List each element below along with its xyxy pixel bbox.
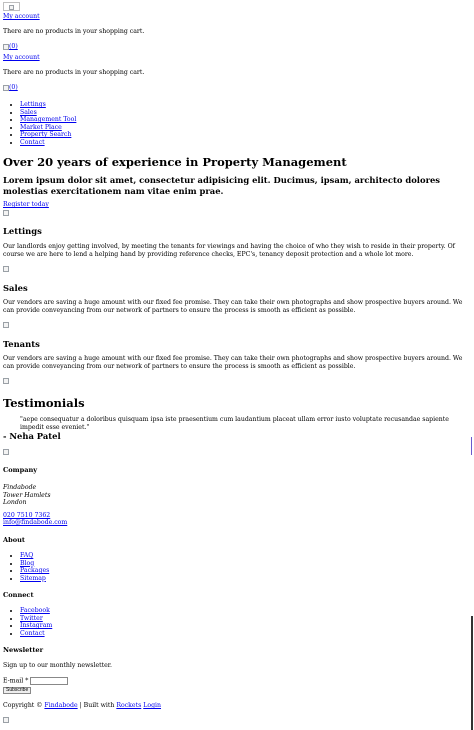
tenants-image xyxy=(3,378,9,384)
faq-link[interactable]: FAQ xyxy=(20,552,34,559)
section-text-tenants: Our vendors are saving a huge amount with our fixed fee promise. They can take their own photographs and show prospective buyers around. We can provide conveyancing from our network of partners to ensure the process is smooth as efficient as possible. xyxy=(3,355,463,370)
cart-empty-text-2: There are no products in your shopping cart. xyxy=(3,69,145,76)
nav-item-management-tool xyxy=(20,116,76,124)
footer-company-heading: Company xyxy=(3,466,38,474)
cart-widget-2[interactable] xyxy=(3,84,18,92)
facebook-link[interactable]: Facebook xyxy=(20,607,50,614)
built-with-text: | Built with xyxy=(79,702,115,709)
newsletter-text: Sign up to our monthly newsletter. xyxy=(3,662,112,669)
section-text-lettings: Our landlords enjoy getting involved, by meeting the tenants for viewings and having the choice of who they wish to reside in their property. Of course we are here to lend a helping hand by providing reference checks, EPC's, tenancy deposit protection and a whole lot more. xyxy=(3,243,455,258)
nav-link-management-tool[interactable]: Management Tool xyxy=(20,116,77,123)
sitemap-link[interactable]: Sitemap xyxy=(20,574,46,582)
connect-link-item xyxy=(20,615,52,623)
about-links xyxy=(3,552,49,582)
hero-title: Over 20 years of experience in Property Management xyxy=(3,155,347,169)
company-email-link[interactable]: info@findabode.com xyxy=(3,519,68,526)
footer-connect-heading: Connect xyxy=(3,591,34,599)
company-phone-link[interactable]: 020 7510 7362 xyxy=(3,512,51,519)
nav-item-lettings xyxy=(20,101,76,109)
sales-image xyxy=(3,322,9,328)
newsletter-email-row xyxy=(3,677,68,685)
footer-image xyxy=(3,717,9,723)
address-line: London xyxy=(3,499,27,506)
top-image-box xyxy=(3,2,20,11)
blog-link[interactable]: Blog xyxy=(20,559,35,567)
lettings-image xyxy=(3,266,9,272)
email-label: E-mail * xyxy=(3,677,29,685)
nav-item-sales xyxy=(20,109,76,117)
about-link-item xyxy=(20,575,49,583)
section-title-sales: Sales xyxy=(3,283,28,293)
my-account-link[interactable]: My account xyxy=(3,13,40,20)
connect-links xyxy=(3,607,52,637)
cart-empty-text: There are no products in your shopping cart. xyxy=(3,28,145,35)
connect-link-item xyxy=(20,607,52,615)
address-line: Findabode xyxy=(3,484,37,491)
section-title-lettings: Lettings xyxy=(3,226,42,236)
login-link[interactable]: Login xyxy=(143,702,161,709)
scrollbar-marker xyxy=(471,437,472,455)
nav-item-market-place xyxy=(20,124,76,132)
subscribe-row xyxy=(3,687,31,695)
nav-link-contact[interactable]: Contact xyxy=(20,138,45,146)
copyright-prefix: Copyright © xyxy=(3,702,43,709)
nav-item-property-search xyxy=(20,131,76,139)
cart-widget[interactable] xyxy=(3,43,18,51)
footer-newsletter-heading: Newsletter xyxy=(3,646,44,654)
about-link-item xyxy=(20,567,49,575)
newsletter-email-input[interactable] xyxy=(30,677,68,685)
contact-link[interactable]: Contact xyxy=(20,629,45,637)
cart-count-link-2[interactable]: (0) xyxy=(9,84,18,91)
nav-link-market-place[interactable]: Market Place xyxy=(20,123,62,131)
testimonials-title: Testimonials xyxy=(3,396,85,410)
section-text-sales: Our vendors are saving a huge amount with our fixed fee promise. They can take their own photographs and show prospective buyers around. We can provide conveyancing from our network of partners to ensure the process is smooth as efficient as possible. xyxy=(3,299,463,314)
section-title-tenants: Tenants xyxy=(3,339,40,349)
connect-link-item xyxy=(20,630,52,638)
footer-about-heading: About xyxy=(3,536,25,544)
address-line: Tower Hamlets xyxy=(3,491,51,499)
subscribe-button[interactable]: Subscribe xyxy=(3,687,31,694)
nav-item-contact xyxy=(20,139,76,147)
copyright-line xyxy=(3,702,161,710)
broken-image-icon xyxy=(9,5,14,10)
testimonial-author: - Neha Patel xyxy=(3,431,61,441)
cart-count-link[interactable]: (0) xyxy=(9,43,18,50)
about-link-item xyxy=(20,552,49,560)
company-address xyxy=(3,484,51,507)
scrollbar-thumb[interactable] xyxy=(471,616,473,730)
hero-subtitle: Lorem ipsum dolor sit amet, consectetur adipisicing elit. Ducimus, ipsam, architecto dolores molestias exercitationem nam vitae enim prae. xyxy=(3,175,441,196)
hero-image xyxy=(3,210,9,216)
testimonial-quote: "aepe consequatur a doloribus quisquam ipsa iste praesentium cum laudantium placeat ullam error iusto voluptate recusandae sapiente impedit esse eveniet." xyxy=(20,416,449,431)
nav-link-sales[interactable]: Sales xyxy=(20,108,37,116)
twitter-link[interactable]: Twitter xyxy=(20,614,43,622)
findabode-link[interactable]: Findabode xyxy=(44,702,78,709)
packages-link[interactable]: Packages xyxy=(20,567,50,574)
my-account-link-2[interactable]: My account xyxy=(3,54,40,61)
testimonial-image xyxy=(3,449,9,455)
connect-link-item xyxy=(20,622,52,630)
register-button[interactable]: Register today xyxy=(3,201,49,208)
main-nav xyxy=(3,101,76,146)
nav-link-lettings[interactable]: Lettings xyxy=(20,101,46,108)
rockets-link[interactable]: Rockets xyxy=(116,702,142,709)
instagram-link[interactable]: Instagram xyxy=(20,622,53,629)
nav-link-property-search[interactable]: Property Search xyxy=(20,131,72,138)
about-link-item xyxy=(20,560,49,568)
